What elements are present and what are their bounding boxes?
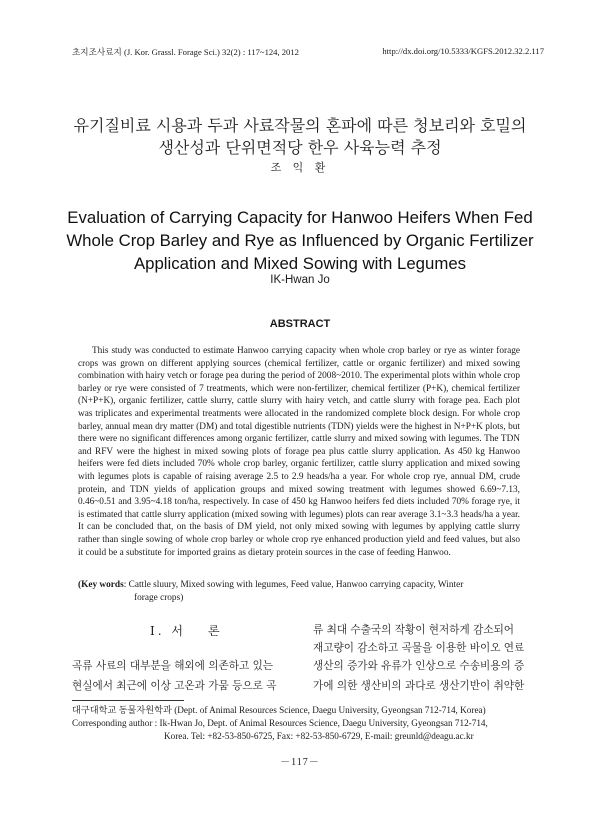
section-number: Ⅰ. 서 bbox=[150, 624, 186, 638]
body-right-line-1: 류 최대 수출국의 작황이 현저하게 감소되어 bbox=[313, 624, 515, 636]
keywords-text-2: forage crops) bbox=[134, 592, 184, 603]
footnote-divider bbox=[72, 700, 184, 701]
footnote-corresponding-1: Corresponding author : Ik-Hwan Jo, Dept. of Animal Resources Science, Daegu University, Gyeongsan 712-714, bbox=[72, 718, 488, 728]
keywords bbox=[78, 579, 520, 604]
abstract-text: This study was conducted to estimate Hanwoo carrying capacity when whole crop barley or rye as winter forage crops was grown on different applying sources (chemical fertilizer, cattle or organic fertilizer) and mixed sowing combination with hairy vetch or forage pea during the period of 2008~2010. The experimental plots within whole crop barley or rye were consisted of 7 treatments, which were non-fertilizer, chemical fertilizer (P+K), chemical fertilizer (N+P+K), organic fertilizer, cattle slurry, cattle slurry with hairy vetch, and cattle slurry with forage pea. Each plot was triplicates and experimental treatments were allocated in the randomized complete block design. For whole crop barley, annual mean dry matter (DM) and total digestible nutrients (TDN) yields were the highest in N+P+K plots, but there were no significant differences among organic fertilizer, cattle slurry and mixed sowing with legumes. The TDN and RFV were the highest in mixed sowing plots of forage pea plus cattle slurry application. As 450 kg Hanwoo heifers were fed diets included 70% whole crop barley, organic fertilizer, cattle slurry application and mixed sowing with legumes plots is capable of raising average 2.5 to 2.9 heads/ha a year. For whole crop rye, annual DM, crude protein, and TDN yields of application groups and mixed sowing treatment with legumes showed 6.69~7.13, 0.46~0.51 and 3.95~4.18 ton/ha, respectively. In case of 450 kg Hanwoo heifers fed diets included 70% forage rye, it is estimated that cattle slurry application (mixed sowing with legumes) plots can rear average 3.1~3.3 heads/ha a year. It can be concluded that, on the basis of DM yield, not only mixed sowing with legumes by applying cattle slurry rather than single sowing of whole crop barley or whole crop rye enhanced production yield and feed values, but also it could be a substitute for imported grains as dietary protein sources in the case of feeding Hanwoo. bbox=[78, 346, 520, 558]
body-left-line-1: 곡류 사료의 대부분을 해외에 의존하고 있는 bbox=[72, 660, 274, 672]
abstract-body bbox=[78, 345, 520, 559]
keywords-label: (Key words bbox=[78, 580, 124, 590]
body-right-line-4: 가에 의한 생산비의 과다로 생산기반이 취약한 bbox=[313, 680, 525, 692]
section-title: 론 bbox=[207, 624, 223, 638]
korean-title-line-1: 유기질비료 시용과 두과 사료작물의 혼파에 따른 청보리와 호밀의 bbox=[73, 116, 527, 135]
footnote-corresponding-2: Korea. Tel: +82-53-850-6725, Fax: +82-53-850-6729, E-mail: greunld@deagu.ac.kr bbox=[164, 731, 474, 741]
body-right-line-3: 생산의 증가와 유류가 인상으로 수송비용의 증 bbox=[313, 660, 525, 672]
korean-author: 조 익 환 bbox=[270, 161, 330, 174]
keywords-text-1: : Cattle sluury, Mixed sowing with legumes, Feed value, Hanwoo carrying capacity, Winter bbox=[123, 580, 464, 590]
abstract-heading: ABSTRACT bbox=[269, 318, 331, 330]
journal-header: 초지조사료지 (J. Kor. Grassl. Forage Sci.) 32(2) : 117~124, 2012 bbox=[72, 47, 299, 57]
body-left-line-2: 현실에서 최근에 이상 고온과 가뭄 등으로 곡 bbox=[72, 680, 277, 692]
english-author: IK-Hwan Jo bbox=[270, 274, 330, 286]
english-title-line-3: Application and Mixed Sowing with Legumes bbox=[133, 254, 467, 273]
section-heading bbox=[150, 622, 223, 639]
english-title-line-1: Evaluation of Carrying Capacity for Hanwoo Heifers When Fed bbox=[67, 208, 533, 227]
korean-title-line-2: 생산성과 단위면적당 한우 사육능력 추정 bbox=[158, 138, 442, 157]
footnote-affiliation: 대구대학교 동물자원학과 (Dept. of Animal Resources Science, Daegu University, Gyeongsan 712-714, Korea) bbox=[72, 705, 486, 715]
doi-link[interactable]: http://dx.doi.org/10.5333/KGFS.2012.32.2.117 bbox=[382, 46, 544, 56]
page-number: －117－ bbox=[280, 757, 320, 768]
body-right-line-2: 재고량이 감소하고 곡물을 이용한 바이오 연료 bbox=[313, 642, 525, 654]
english-title-line-2: Whole Crop Barley and Rye as Influenced by Organic Fertilizer bbox=[66, 231, 534, 250]
